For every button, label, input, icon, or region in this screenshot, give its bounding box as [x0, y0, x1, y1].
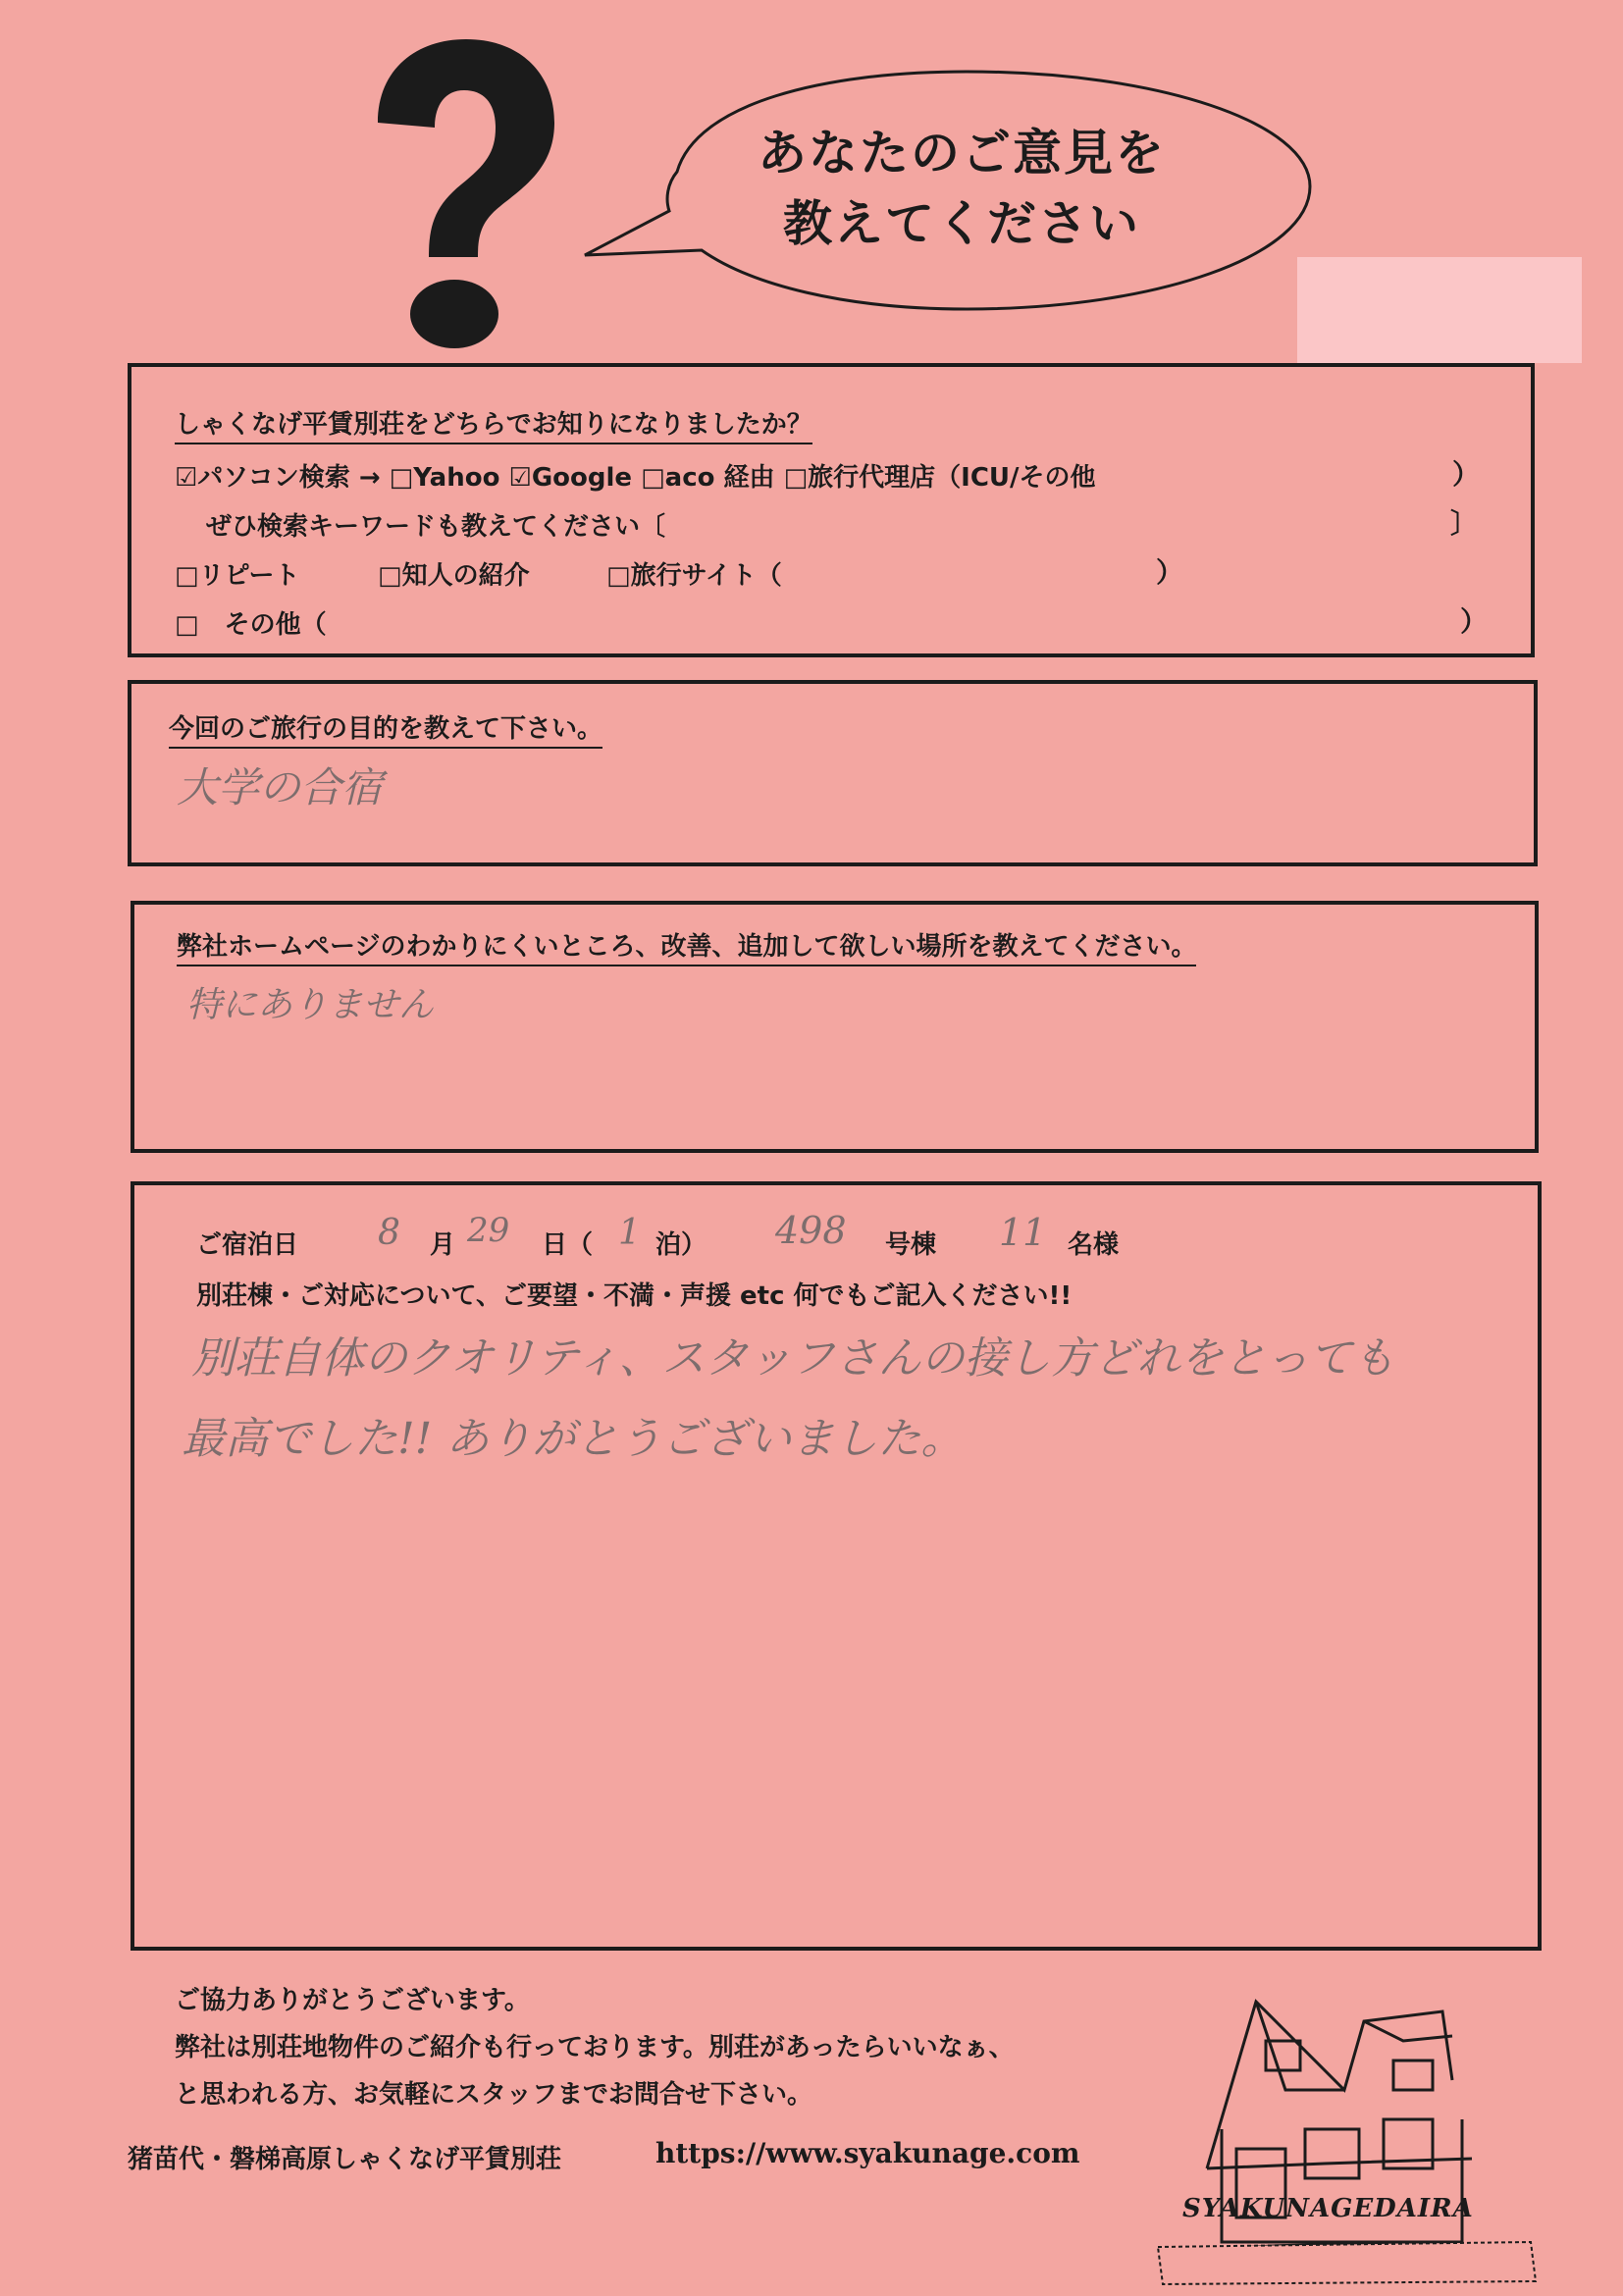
stay-nights: 1: [618, 1213, 641, 1253]
source-row-other: □ その他（: [175, 610, 327, 640]
stay-feedback-answer-1: 別荘自体のクオリティ、スタッフさんの接し方どれをとっても: [191, 1333, 1395, 1383]
building-label: 号棟: [885, 1230, 937, 1260]
source-row2-close: 〕: [1450, 507, 1479, 540]
stay-day-label: 日（: [542, 1230, 594, 1260]
purpose-answer: 大学の合宿: [177, 763, 384, 811]
stay-nights-label: 泊）: [655, 1230, 707, 1260]
source-row-repeat: □リピート: [175, 561, 300, 591]
source-row-friend: □知人の紹介: [378, 561, 530, 591]
stay-date-label: ご宿泊日: [196, 1230, 299, 1260]
source-question-title: しゃくなげ平賃別荘をどちらでお知りになりましたか？: [175, 404, 812, 444]
source-row4-close: ）: [1460, 605, 1489, 638]
company-name: 猪苗代・磐梯高原しゃくなげ平賃別荘: [128, 2145, 562, 2174]
source-row3-close: ）: [1156, 556, 1184, 589]
stay-day: 29: [467, 1211, 510, 1250]
stay-month-label: 月: [430, 1230, 456, 1260]
source-row-keyword: ぜひ検索キーワードも教えてください〔: [206, 512, 666, 542]
redacted-area: [1297, 257, 1582, 363]
footer-thanks: ご協力ありがとうございます。: [175, 1986, 530, 2015]
source-row1-close: ）: [1452, 458, 1481, 491]
website-feedback-answer: 特にありません: [186, 985, 435, 1025]
stay-feedback-question: 別荘棟・ご対応について、ご要望・不満・声援 etc 何でもご記入ください!!: [196, 1281, 1073, 1311]
house-logo-text: SYAKUNAGEDAIRA: [1182, 2194, 1474, 2223]
purpose-question: 今回のご旅行の目的を教えて下さい。: [169, 708, 602, 749]
building-number: 498: [775, 1209, 847, 1252]
house-logo-icon: [1148, 1982, 1541, 2286]
website-feedback-question: 弊社ホームページのわかりにくいところ、改善、追加して欲しい場所を教えてください。: [177, 926, 1196, 966]
stay-month: 8: [378, 1213, 400, 1253]
company-url[interactable]: https://www.syakunage.com: [655, 2137, 1080, 2169]
footer-line-2: 弊社は別荘地物件のご紹介も行っております。別荘があったらいいなぁ、: [175, 2033, 1015, 2062]
guest-count: 11: [999, 1211, 1047, 1254]
bubble-line-2: 教えてください: [783, 195, 1140, 252]
question-mark-icon: [358, 29, 564, 353]
bubble-text: [687, 118, 1236, 259]
guest-label: 名様: [1068, 1230, 1120, 1260]
source-row-pc-search: ☑パソコン検索 → □Yahoo ☑Google □aco 経由 □旅行代理店（ICU/その他: [175, 463, 1096, 493]
source-row-travel-site: □旅行サイト（: [606, 561, 782, 591]
footer-line-3: と思われる方、お気軽にスタッフまでお問合せ下さい。: [175, 2080, 813, 2110]
bubble-line-1: あなたのご意見を: [758, 125, 1166, 182]
stay-feedback-answer-2: 最高でした!! ありがとうございました。: [182, 1414, 965, 1464]
